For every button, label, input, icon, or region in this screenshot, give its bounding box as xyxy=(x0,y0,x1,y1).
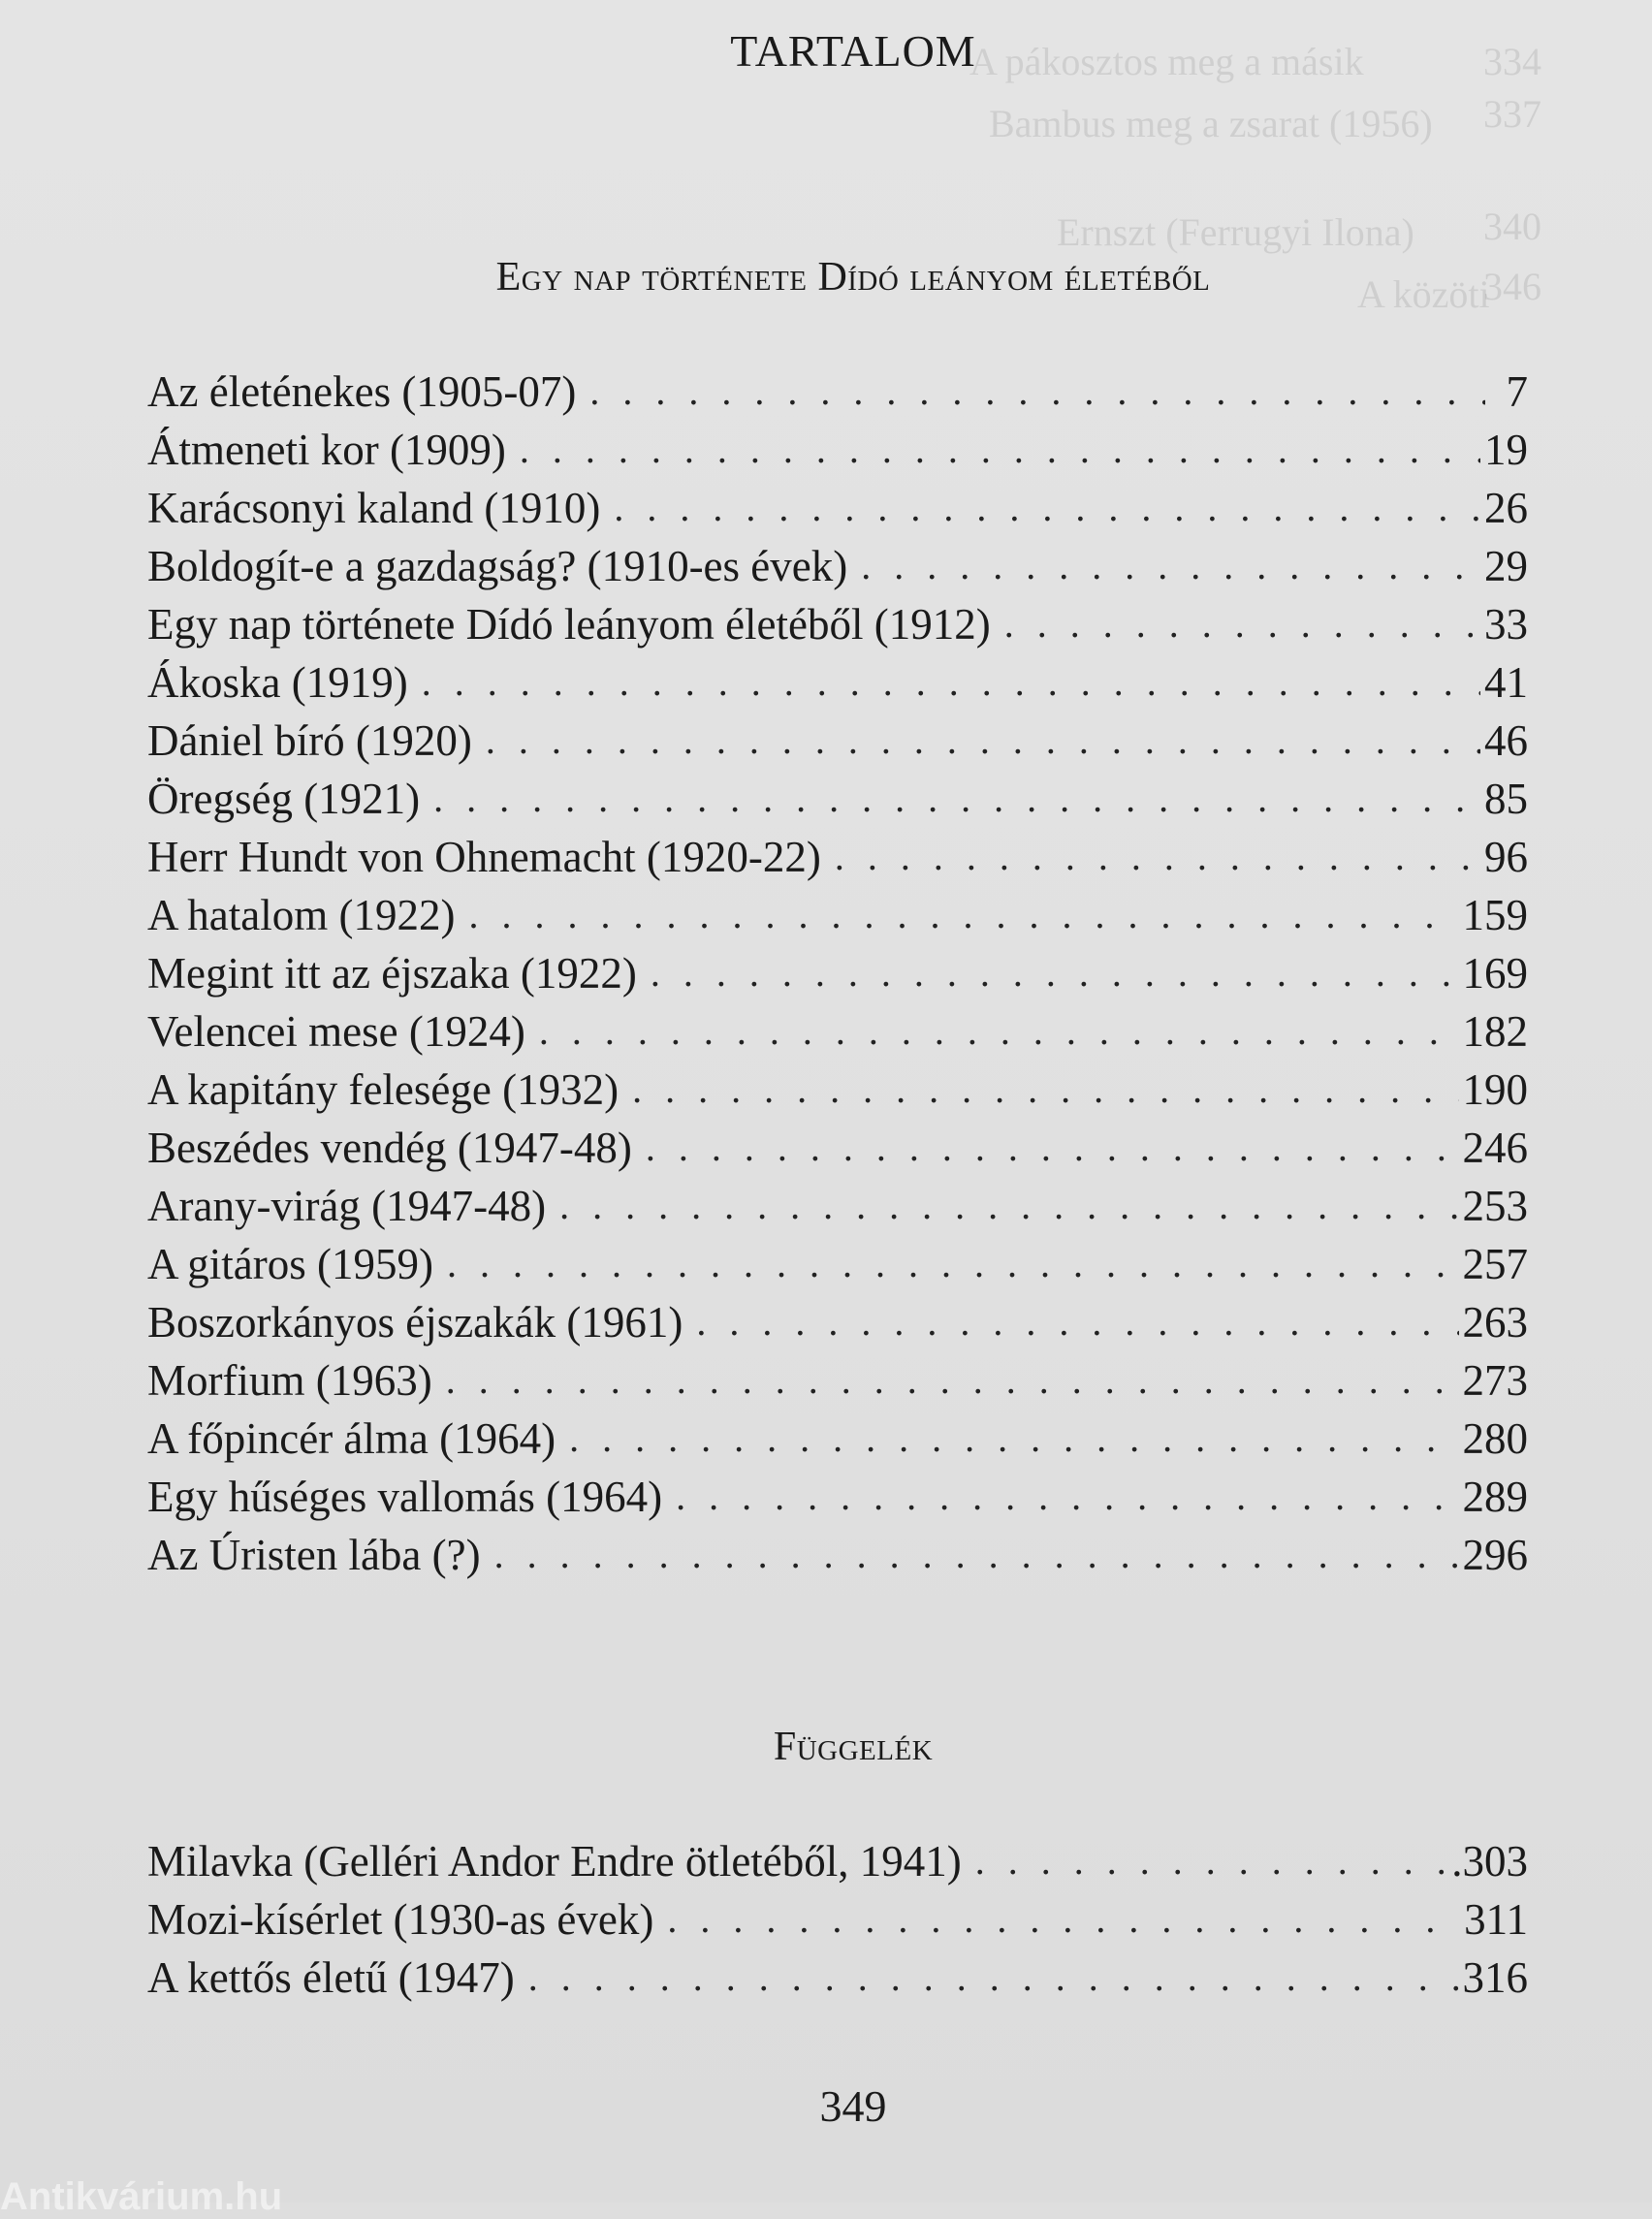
dot-leader xyxy=(468,886,1458,944)
toc-entry xyxy=(147,1949,1528,2007)
toc-entry-title: Velencei mese (1924) xyxy=(147,1007,525,1056)
toc-entry-page: 85 xyxy=(1484,775,1528,823)
toc-entry-title: Beszédes vendég (1947-48) xyxy=(147,1124,632,1172)
toc-entry-title: Átmeneti kor (1909) xyxy=(147,426,506,474)
toc-entry-page: 169 xyxy=(1462,949,1528,998)
toc-entry xyxy=(147,1293,1528,1351)
toc-entry xyxy=(147,1890,1528,1949)
page-number: 349 xyxy=(819,2081,887,2131)
dot-leader xyxy=(651,944,1459,1002)
toc-entry-title: Boszorkányos éjszakák (1961) xyxy=(147,1298,683,1347)
toc-entry-title: A hatalom (1922) xyxy=(147,891,456,939)
dot-leader xyxy=(539,1002,1459,1061)
toc-entry-page: 96 xyxy=(1484,833,1528,881)
toc-entry xyxy=(147,1832,1528,1890)
toc-entry-page: 296 xyxy=(1462,1531,1528,1579)
toc-entry-title: A kapitány felesége (1932) xyxy=(147,1065,620,1114)
toc-entry-title: Megint itt az éjszaka (1922) xyxy=(147,949,637,998)
toc-entry-title: Herr Hundt von Ohnemacht (1920-22) xyxy=(147,833,821,881)
toc-entry-page: 246 xyxy=(1462,1124,1528,1172)
toc-entry-title: A gitáros (1959) xyxy=(147,1240,433,1288)
toc-entry xyxy=(147,479,1528,537)
toc-entry-title: Öregség (1921) xyxy=(147,775,421,823)
page-title: TARTALOM xyxy=(730,26,976,76)
toc-entry-page: 159 xyxy=(1462,891,1528,939)
dot-leader xyxy=(520,421,1480,479)
toc-entry-title: A kettős életű (1947) xyxy=(147,1953,515,2002)
toc-entry-page: 41 xyxy=(1484,658,1528,707)
toc-entry xyxy=(147,1061,1528,1119)
dot-leader xyxy=(433,770,1480,828)
toc-entry-title: Milavka (Gelléri Andor Endre ötletéből, 1941) xyxy=(147,1837,962,1886)
toc-entry-title: Dániel bíró (1920) xyxy=(147,716,472,765)
toc-entry xyxy=(147,770,1528,828)
toc-entry-title: Morfium (1963) xyxy=(147,1356,432,1405)
appendix-contents xyxy=(147,1832,1528,2007)
bleed-through-text: 334 xyxy=(1483,40,1541,83)
toc-entry-page: 311 xyxy=(1464,1895,1528,1944)
dot-leader xyxy=(486,712,1480,770)
toc-entry-page: .303 xyxy=(1451,1837,1528,1886)
toc-entry-page: 273 xyxy=(1462,1356,1528,1405)
dot-leader xyxy=(494,1526,1459,1584)
bleed-through-text: A pákosztos meg a másik xyxy=(969,40,1364,83)
dot-leader xyxy=(667,1890,1460,1949)
toc-entry-title: Ákoska (1919) xyxy=(147,658,408,707)
toc-entry-page: 46 xyxy=(1484,716,1528,765)
dot-leader xyxy=(1004,595,1480,653)
toc-entry xyxy=(147,886,1528,944)
toc-entry-page: 263 xyxy=(1462,1298,1528,1347)
toc-entry-page: 19 xyxy=(1484,426,1528,474)
dot-leader xyxy=(589,363,1485,421)
dot-leader xyxy=(646,1119,1459,1177)
appendix-heading: Függelék xyxy=(773,1725,934,1769)
toc-entry-page: 190 xyxy=(1462,1065,1528,1114)
toc-entry-page: 253 xyxy=(1462,1182,1528,1230)
section-heading: Egy nap története Dídó leányom életéből xyxy=(495,255,1211,300)
toc-entry-page: 7 xyxy=(1506,367,1528,416)
watermark: Antikvárium.hu xyxy=(0,2175,283,2218)
toc-entry-page: 289 xyxy=(1462,1473,1528,1521)
toc-entry-title: Az életénekes (1905-07) xyxy=(147,367,577,416)
dot-leader xyxy=(447,1235,1459,1293)
toc-entry-page: 316 xyxy=(1462,1953,1528,2002)
toc-entry xyxy=(147,1526,1528,1584)
toc-entry xyxy=(147,1177,1528,1235)
dot-leader xyxy=(975,1832,1447,1890)
toc-entry xyxy=(147,1235,1528,1293)
bleed-through-text: Ernszt (Ferrugyi Ilona) xyxy=(1057,210,1414,254)
toc-entry-title: Mozi-kísérlet (1930-as évek) xyxy=(147,1895,654,1944)
dot-leader xyxy=(422,653,1480,712)
toc-entry xyxy=(147,828,1528,886)
dot-leader xyxy=(676,1468,1458,1526)
toc-entry-page: 257 xyxy=(1462,1240,1528,1288)
toc-entry-page: 26 xyxy=(1484,484,1528,532)
toc-entry xyxy=(147,537,1528,595)
toc-entry xyxy=(147,1119,1528,1177)
dot-leader xyxy=(835,828,1480,886)
bleed-through-text: 337 xyxy=(1483,92,1541,136)
toc-entry xyxy=(147,1002,1528,1061)
bleed-through-text: 340 xyxy=(1483,205,1541,248)
toc-entry-page: 280 xyxy=(1462,1414,1528,1463)
toc-entry-page: 29 xyxy=(1484,542,1528,590)
dot-leader xyxy=(632,1061,1458,1119)
dot-leader xyxy=(614,479,1480,537)
dot-leader xyxy=(569,1410,1458,1468)
toc-entry-title: Egy hűséges vallomás (1964) xyxy=(147,1473,663,1521)
toc-entry-title: Egy nap története Dídó leányom életéből (1912) xyxy=(147,600,991,649)
toc-entry-title: Karácsonyi kaland (1910) xyxy=(147,484,601,532)
toc-entry xyxy=(147,944,1528,1002)
toc-entry xyxy=(147,595,1528,653)
bleed-through-text: A közöti xyxy=(1357,272,1490,316)
dot-leader xyxy=(696,1293,1458,1351)
dot-leader xyxy=(861,537,1480,595)
toc-entry xyxy=(147,1468,1528,1526)
toc-entry xyxy=(147,1410,1528,1468)
dot-leader xyxy=(559,1177,1458,1235)
bleed-through-text: Bambus meg a zsarat (1956) xyxy=(989,102,1433,145)
table-of-contents xyxy=(147,363,1528,1584)
toc-entry xyxy=(147,712,1528,770)
toc-entry xyxy=(147,421,1528,479)
toc-entry-page: 33 xyxy=(1484,600,1528,649)
toc-entry-title: Arany-virág (1947-48) xyxy=(147,1182,547,1230)
bleed-through-text: 346 xyxy=(1483,265,1541,308)
toc-entry xyxy=(147,363,1528,421)
toc-entry xyxy=(147,653,1528,712)
toc-entry-title: A főpincér álma (1964) xyxy=(147,1414,556,1463)
toc-entry-title: Az Úristen lába (?) xyxy=(147,1531,481,1579)
toc-entry-page: 182 xyxy=(1462,1007,1528,1056)
toc-entry xyxy=(147,1351,1528,1410)
dot-leader xyxy=(446,1351,1459,1410)
dot-leader xyxy=(528,1949,1459,2007)
toc-entry-title: Boldogít-e a gazdagság? (1910-es évek) xyxy=(147,542,848,590)
